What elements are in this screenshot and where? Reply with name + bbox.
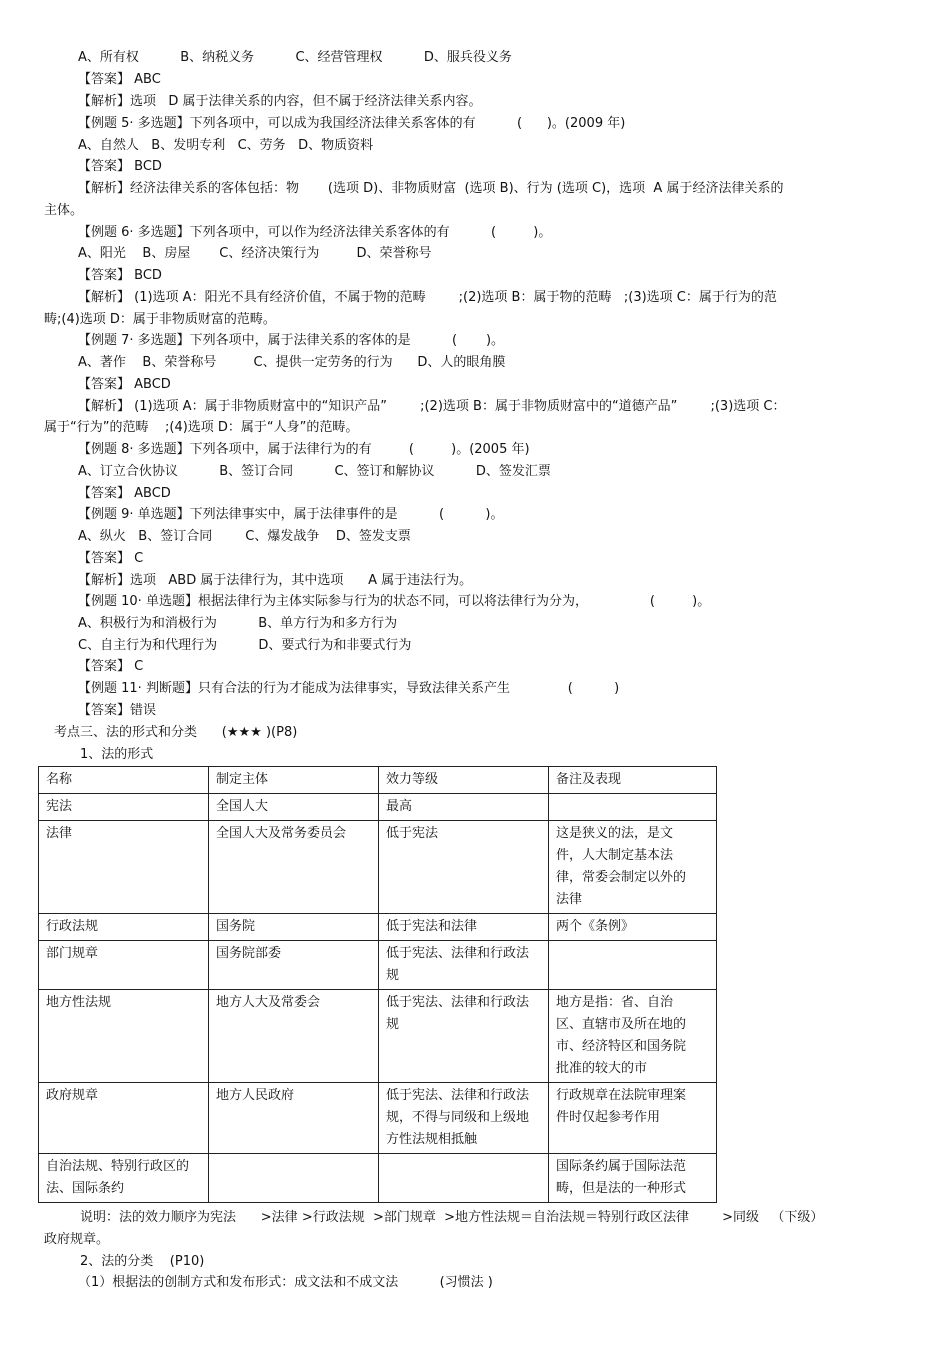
cell-effect-level: 低于宪法: [379, 821, 549, 914]
cell-remarks: [549, 941, 717, 990]
text-line: A、积极行为和消极行为 B、单方行为和多方行为: [78, 616, 398, 631]
text-line: 考点三、法的形式和分类 (★★★ )(P8): [54, 725, 298, 740]
text-line: 【答案】 ABCD: [78, 486, 171, 501]
text-line: 【解析】经济法律关系的客体包括：物 (选项 D)、非物质财富 (选项 B)、行为 (选项 C)，选项 A 属于经济法律关系的: [78, 181, 784, 196]
cell-remarks: 两个《条例》: [549, 914, 717, 941]
text-line: A、订立合伙协议 B、签订合同 C、签订和解协议 D、签发汇票: [78, 464, 551, 479]
cell-remarks: 地方是指：省、自治区、直辖市及所在地的市、经济特区和国务院批准的较大的市: [549, 990, 717, 1083]
cell-effect-level: 低于宪法、法律和行政法规，不得与同级和上级地方性法规相抵触: [379, 1083, 549, 1154]
text-line: 【解析】选项 ABD 属于法律行为，其中选项 A 属于违法行为。: [78, 573, 473, 588]
cell-effect-level: 低于宪法、法律和行政法规: [379, 941, 549, 990]
table-row: [39, 794, 717, 821]
table-row: [39, 914, 717, 941]
table-row: [39, 941, 717, 990]
text-line: 【例题 8· 多选题】下列各项中，属于法律行为的有 ( )。(2005 年): [78, 442, 530, 457]
cell-remarks: [549, 794, 717, 821]
text-line: A、著作 B、荣誉称号 C、提供一定劳务的行为 D、人的眼角膜: [78, 355, 506, 370]
cell-name: 自治法规、特别行政区的法、国际条约: [39, 1154, 209, 1203]
cell-issuer: 国务院: [209, 914, 379, 941]
table-row: [39, 821, 717, 914]
cell-issuer: 全国人大: [209, 794, 379, 821]
table-row: [39, 1154, 717, 1203]
header-name: 名称: [39, 767, 209, 794]
text-line: 【例题 9· 单选题】下列法律事实中，属于法律事件的是 ( )。: [78, 507, 504, 522]
law-forms-table: [38, 766, 717, 1203]
text-line: （1）根据法的创制方式和发布形式：成文法和不成文法 (习惯法 ): [78, 1275, 493, 1290]
text-line: A、所有权 B、纳税义务 C、经营管理权 D、服兵役义务: [78, 50, 512, 65]
cell-name: 政府规章: [39, 1083, 209, 1154]
table-row: [39, 1083, 717, 1154]
cell-effect-level: 低于宪法、法律和行政法规: [379, 990, 549, 1083]
header-effect-level: 效力等级: [379, 767, 549, 794]
cell-remarks: 这是狭义的法，是文件，人大制定基本法律，常委会制定以外的法律: [549, 821, 717, 914]
table-body: [39, 794, 717, 1203]
text-line: A、纵火 B、签订合同 C、爆发战争 D、签发支票: [78, 529, 411, 544]
text-line: 政府规章。: [44, 1232, 110, 1247]
text-line: 【答案】 ABCD: [78, 377, 171, 392]
text-line: C、自主行为和代理行为 D、要式行为和非要式行为: [78, 638, 412, 653]
cell-name: 地方性法规: [39, 990, 209, 1083]
text-line: 【答案】 ABC: [78, 72, 161, 87]
text-line: 【例题 11· 判断题】只有合法的行为才能成为法律事实，导致法律关系产生 ( ): [78, 681, 620, 696]
cell-issuer: 地方人民政府: [209, 1083, 379, 1154]
cell-remarks: 国际条约属于国际法范畴，但是法的一种形式: [549, 1154, 717, 1203]
text-line: 【例题 7· 多选题】下列各项中，属于法律关系的客体的是 ( )。: [78, 333, 505, 348]
text-line: 【例题 5· 多选题】下列各项中，可以成为我国经济法律关系客体的有 ( )。(2009 年): [78, 116, 626, 131]
table-header-row: [39, 767, 717, 794]
text-line: 说明：法的效力顺序为宪法 >法律 >行政法规 >部门规章 >地方性法规＝自治法规＝特别行政区法律 >同级 （下级）: [80, 1210, 824, 1225]
header-remarks: 备注及表现: [549, 767, 717, 794]
cell-name: 法律: [39, 821, 209, 914]
cell-name: 行政法规: [39, 914, 209, 941]
text-line: 【解析】选项 D 属于法律关系的内容，但不属于经济法律关系内容。: [78, 94, 482, 109]
cell-issuer: [209, 1154, 379, 1203]
cell-name: 部门规章: [39, 941, 209, 990]
cell-issuer: 全国人大及常务委员会: [209, 821, 379, 914]
cell-name: 宪法: [39, 794, 209, 821]
cell-effect-level: 低于宪法和法律: [379, 914, 549, 941]
text-line: 2、法的分类 (P10): [80, 1254, 205, 1269]
text-line: 主体。: [44, 203, 84, 218]
table-row: [39, 990, 717, 1083]
cell-effect-level: 最高: [379, 794, 549, 821]
cell-issuer: 地方人大及常委会: [209, 990, 379, 1083]
text-line: A、自然人 B、发明专利 C、劳务 D、物质资料: [78, 138, 374, 153]
text-line: 【答案】 C: [78, 659, 144, 674]
text-line: 【例题 10· 单选题】根据法律行为主体实际参与行为的状态不同，可以将法律行为分为， ( )。: [78, 594, 711, 609]
text-line: 【解析】 (1)选项 A：阳光不具有经济价值，不属于物的范畴 ;(2)选项 B：属于物的范畴 ;(3)选项 C：属于行为的范: [78, 290, 777, 305]
cell-issuer: 国务院部委: [209, 941, 379, 990]
text-line: 1、法的形式: [80, 747, 154, 762]
text-line: 【例题 6· 多选题】下列各项中，可以作为经济法律关系客体的有 ( )。: [78, 225, 552, 240]
text-line: A、阳光 B、房屋 C、经济决策行为 D、荣誉称号: [78, 246, 432, 261]
text-line: 【答案】错误: [78, 703, 157, 718]
cell-effect-level: [379, 1154, 549, 1203]
text-line: 【解析】 (1)选项 A：属于非物质财富中的“知识产品” ;(2)选项 B：属于非物质财富中的“道德产品” ;(3)选项 C：: [78, 399, 786, 414]
text-line: 【答案】 C: [78, 551, 144, 566]
text-line: 畴;(4)选项 D：属于非物质财富的范畴。: [44, 312, 276, 327]
text-line: 属于“行为”的范畴 ;(4)选项 D：属于“人身”的范畴。: [44, 420, 359, 435]
cell-remarks: 行政规章在法院审理案件时仅起参考作用: [549, 1083, 717, 1154]
text-line: 【答案】 BCD: [78, 268, 162, 283]
header-issuer: 制定主体: [209, 767, 379, 794]
text-line: 【答案】 BCD: [78, 159, 162, 174]
